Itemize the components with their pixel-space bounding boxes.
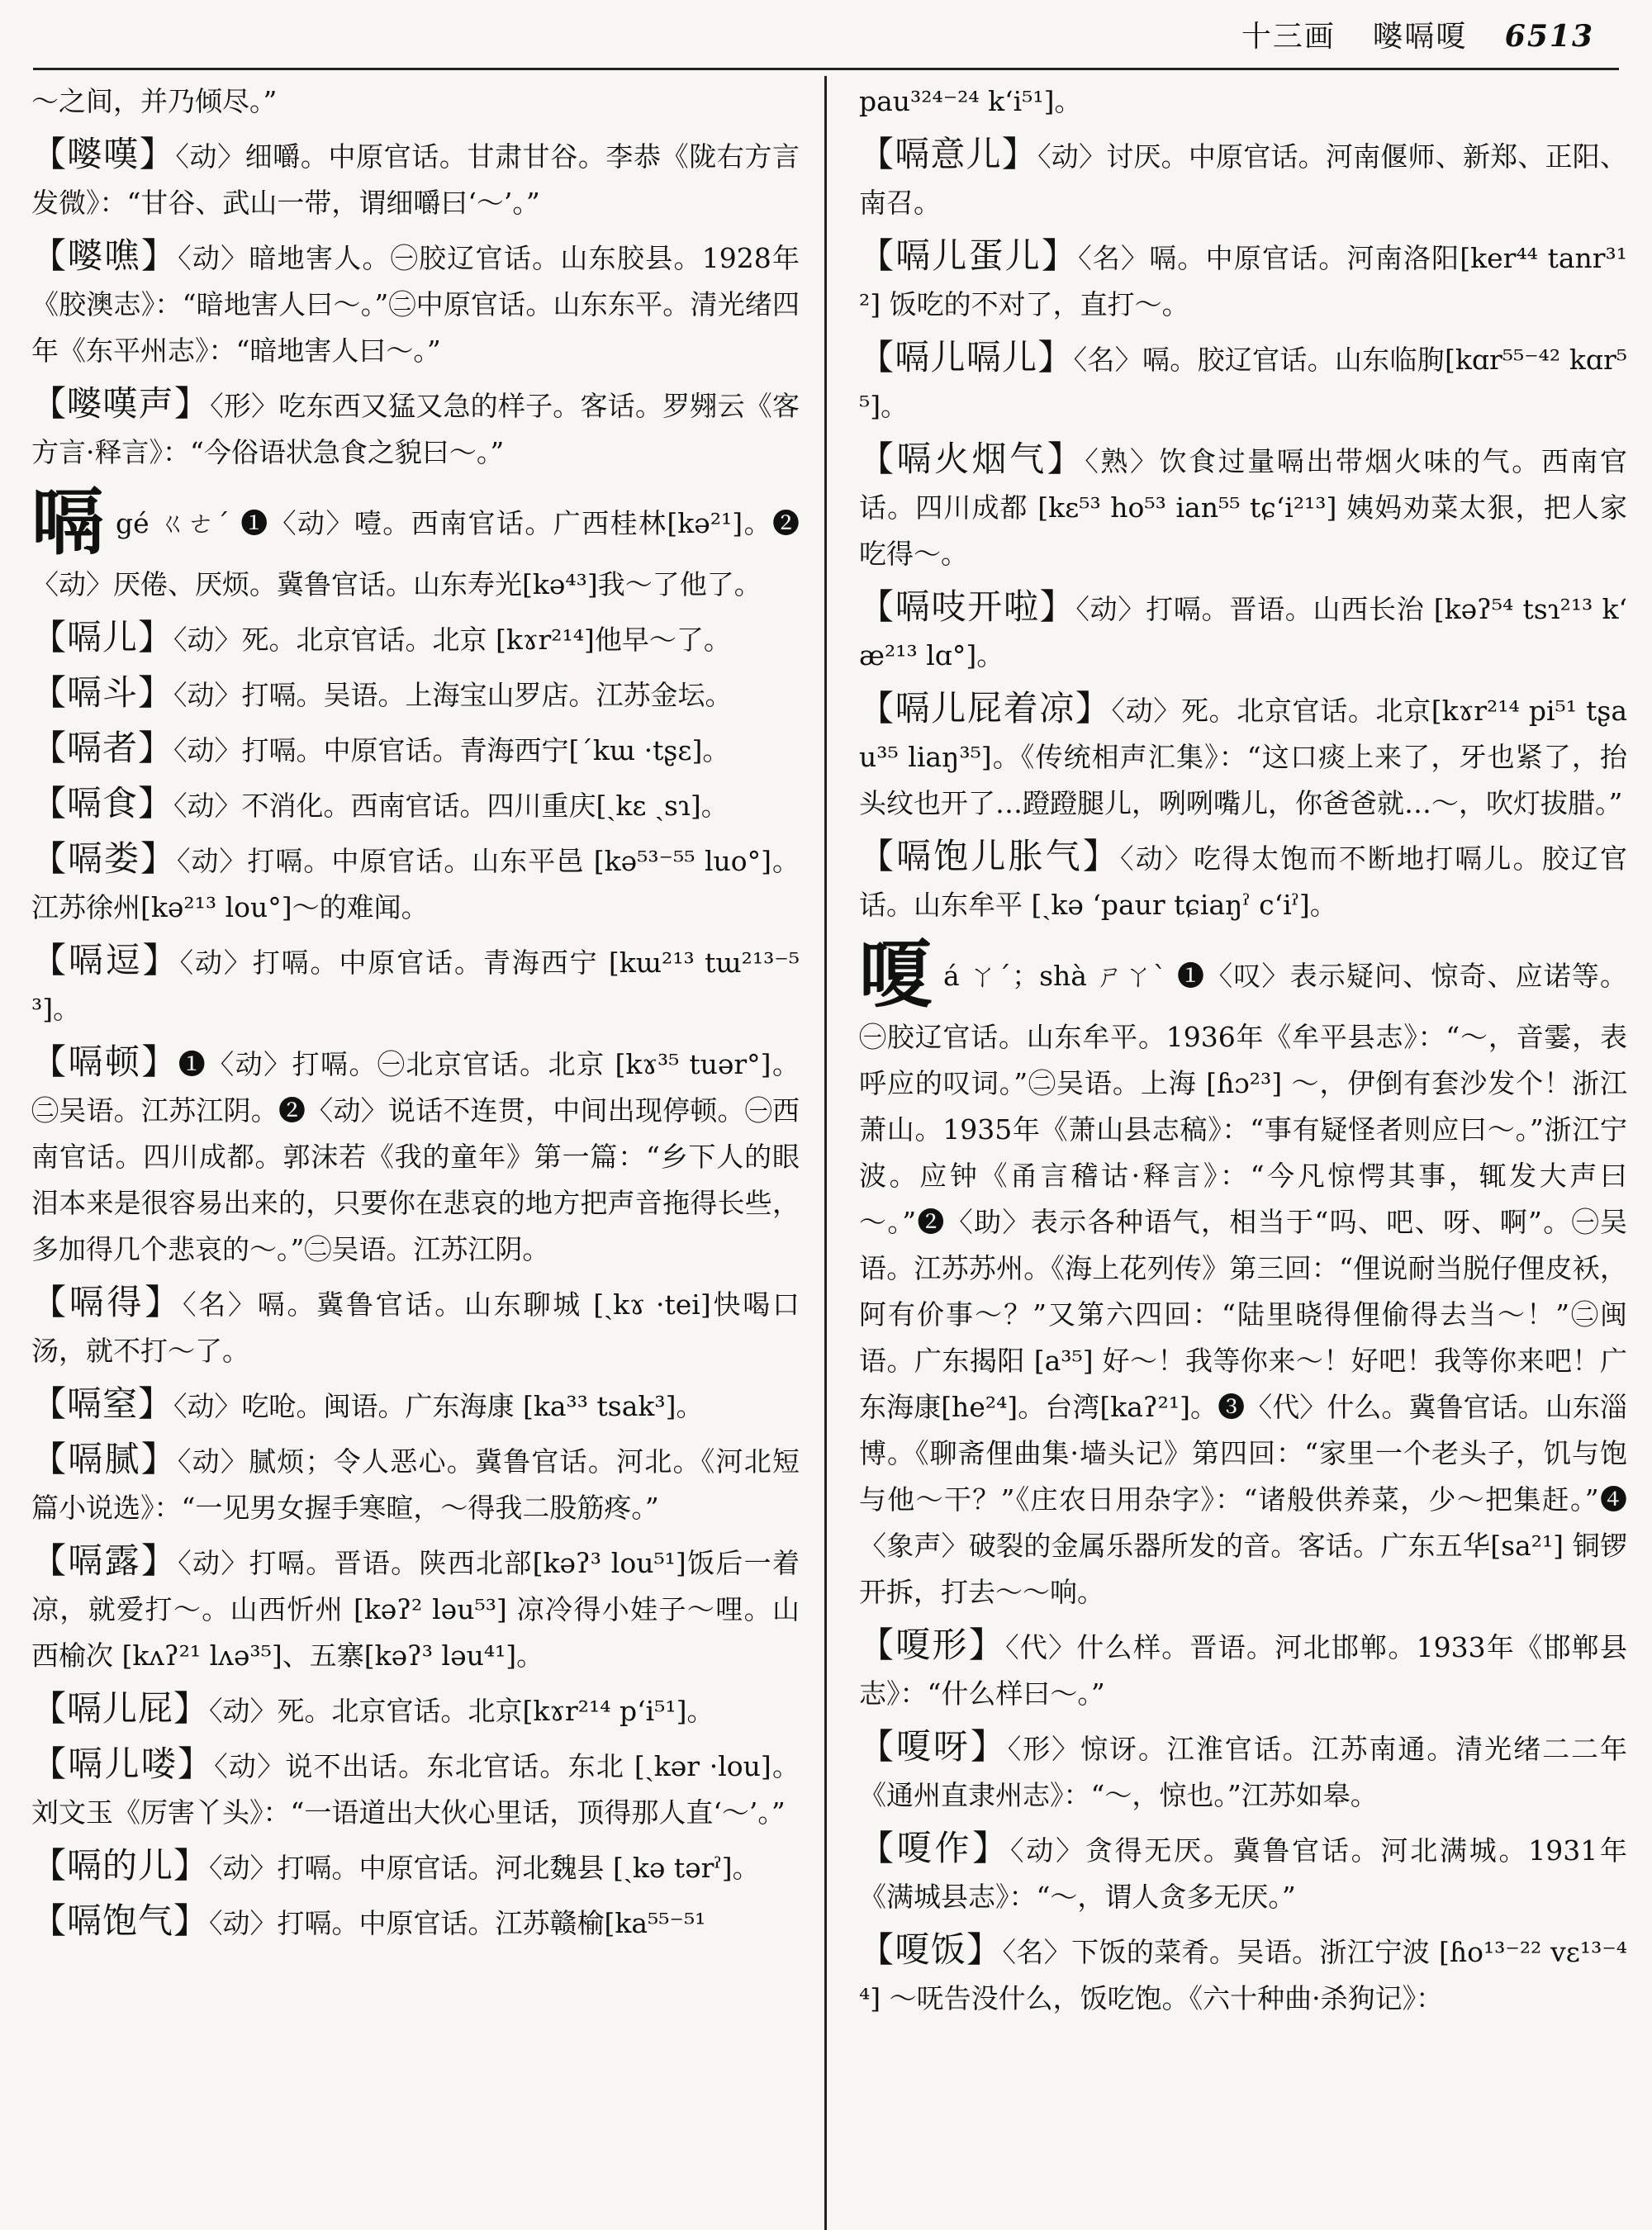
column-divider	[824, 76, 827, 2230]
entry-definition: 〈动〉吃得太饱而不断地打嗝儿。胶辽官话。山东牟平 [ˏkə ʻpaur tɕiaŋˀ cʻiˀ]。	[859, 842, 1627, 921]
entry-definition: 〈名〉嗝。冀鲁官话。山东聊城 [ˏkɤ ·tei]快喝口汤，就不打～了。	[31, 1288, 800, 1367]
dictionary-entry	[31, 1843, 800, 1891]
entry-definition: 〈动〉吃呛。闽语。广东海康 [ka³³ tsak³]。	[173, 1390, 704, 1422]
entry-headword: 【嗝吱开啦】	[859, 586, 1076, 627]
entry-definition: 〈动〉打嗝。中原官话。山东平邑 [kə⁵³⁻⁵⁵ luo°]。江苏徐州[kə²¹³ lou°]～的难闻。	[31, 845, 800, 923]
entry-definition: á ㄚˊ；shà ㄕㄚˋ ❶〈叹〉表示疑问、惊奇、应诺等。㊀胶辽官话。山东牟平。1936年《牟平县志》：“～，音霎，表呼应的叹词。”㊁吴语。上海 [ɦɔ²³] ～，伊倒有套沙发个！浙江萧山。1935年《萧山县志稿》：“事有疑怪者则应曰～。”浙江宁波。应钟《甬言稽诂·释言》：“今凡惊愕其事，辄发大声曰～。”❷〈助〉表示各种语气，相当于“吗、吧、呀、啊”。㊀吴语。江苏苏州。《海上花列传》第三回：“俚说耐当脱仔俚皮袄，阿有价事～？”又第六四回：“陆里晓得俚偷得去当～！”㊁闽语。广东揭阳 [a³⁵] 好～！我等你来～！好吧！我等你来吧！广东海康[he²⁴]。台湾[kaʔ²¹]。❸〈代〉什么。冀鲁官话。山东淄博。《聊斋俚曲集·墙头记》第四回：“家里一个老头子，饥与饱与他～干？”《庄农日用杂字》：“诸般供养菜，少～把集赶。”❹〈象声〉破裂的金属乐器所发的音。客话。广东五华[sa²¹] 铜锣开拆，打去～～响。	[859, 960, 1627, 1608]
entry-headword: 【嗝儿屁着凉】	[859, 688, 1112, 728]
dictionary-entry	[859, 1724, 1627, 1819]
entry-definition: 〈动〉暗地害人。㊀胶辽官话。山东胶县。1928年《胶澳志》：“暗地害人曰～。”㊁中原官话。山东东平。清光绪四年《东平州志》：“暗地害人曰～。”	[31, 242, 800, 367]
entry-headword: 【嗝意儿】	[859, 134, 1038, 174]
entry-definition: ～之间，并乃倾尽。”	[31, 85, 278, 117]
entry-definition: 〈动〉不消化。西南官话。四川重庆[ˏkɛ ˏsɿ]。	[173, 790, 729, 822]
entry-definition: 〈动〉打嗝。中原官话。青海西宁[ˊkɯ ·tʂɛ]。	[173, 734, 730, 766]
entry-headword: 【嗝窒】	[31, 1383, 174, 1424]
entry-definition: 〈动〉打嗝。晋语。陕西北部[kəʔ³ lou⁵¹]饭后一着凉，就爱打～。山西忻州 [kəʔ² ləu⁵³] 凉冷得小娃子～哩。山西榆次 [kʌʔ²¹ lʌə³⁵]、五寨[kəʔ³ ləu⁴¹]。	[31, 1547, 800, 1672]
entry-definition: 〈形〉吃东西又猛又急的样子。客话。罗翙云《客方言·释言》：“今俗语状急食之貌曰～。”	[31, 390, 800, 468]
entry-definition: 〈名〉下饭的菜肴。吴语。浙江宁波 [ɦo¹³⁻²² vɛ¹³⁻⁴⁴] ～呒告没什么，饭吃饱。《六十种曲·杀狗记》：	[859, 1936, 1627, 2014]
entry-headword: 【嗝的儿】	[31, 1845, 210, 1886]
dictionary-entry	[31, 1381, 800, 1430]
entry-headword: 【嘙嘆声】	[31, 383, 211, 424]
entry-definition: ❶〈动〉打嗝。㊀北京官话。北京 [kɤ³⁵ tuər°]。㊁吴语。江苏江阴。❷〈动〉说话不连贯，中间出现停顿。㊀西南官话。四川成都。郭沫若《我的童年》第一篇：“乡下人的眼泪本来是很容易出来的，只要你在悲哀的地方把声音拖得长些，多加得几个悲哀的～。”㊁吴语。江苏江阴。	[31, 1048, 800, 1265]
entry-definition: 〈名〉嗝。中原官话。河南洛阳[ker⁴⁴ tanr³¹²] 饭吃的不对了，直打～。	[859, 242, 1627, 320]
dictionary-entry	[859, 436, 1627, 577]
dictionary-entry	[31, 381, 800, 476]
entry-headword: 【嗝饱气】	[31, 1900, 210, 1941]
entry-headword: 【嘙噍】	[31, 235, 178, 276]
entry-headword: 【嗝露】	[31, 1540, 178, 1581]
dictionary-entry	[859, 1825, 1627, 1920]
entry-definition: 〈动〉说不出话。东北官话。东北 [ˏkər ·lou]。刘文玉《厉害丫头》：“一语道出大伙心里话，顶得那人直‘～’。”	[31, 1750, 800, 1829]
entry-definition: pau³²⁴⁻²⁴ kʻi⁵¹]。	[859, 85, 1082, 117]
entry-definition: 〈动〉贪得无厌。冀鲁官话。河北满城。1931年《满城县志》：“～，谓人贪多无厌。”	[859, 1834, 1627, 1913]
left-column	[31, 78, 800, 2226]
page-header	[33, 0, 1619, 70]
dictionary-entry	[859, 1622, 1627, 1717]
entry-headword: 【嗝儿蛋儿】	[859, 235, 1079, 276]
entry-headword: 【嗄饭】	[859, 1929, 1003, 1970]
page-number: 6513	[1504, 19, 1594, 54]
entry-headword: 【嗝娄】	[31, 838, 177, 879]
entry-definition: 〈动〉打嗝。晋语。山西长治 [kəʔ⁵⁴ tsɿ²¹³ kʻæ²¹³ lɑ°]。	[859, 593, 1627, 671]
entry-definition: 〈动〉讨厌。中原官话。河南偃师、新郑、正阳、南召。	[859, 140, 1627, 219]
entry-definition: 〈名〉嗝。胶辽官话。山东临朐[kɑr⁵⁵⁻⁴² kɑr⁵⁵]。	[859, 344, 1627, 422]
entry-headword: 【嗝食】	[31, 783, 174, 823]
right-column	[859, 78, 1627, 2226]
entry-definition: 〈形〉惊讶。江淮官话。江苏南通。清光绪二二年《通州直隶州志》：“～，惊也。”江苏如皋。	[859, 1733, 1627, 1811]
dictionary-entry	[859, 233, 1627, 328]
entry-headword: 【嗝儿嗝儿】	[859, 337, 1074, 377]
entry-definition: 〈动〉死。北京官话。北京 [kɤr²¹⁴]他早～了。	[173, 624, 731, 656]
headword-entry	[859, 932, 1627, 1616]
entry-continuation	[31, 78, 800, 125]
entry-headword: 【嗝得】	[31, 1282, 183, 1322]
dictionary-entry	[31, 1436, 800, 1531]
dictionary-entry	[31, 780, 800, 829]
dictionary-entry	[31, 233, 800, 374]
entry-continuation	[859, 78, 1627, 125]
entry-headword: 【嘙嘆】	[31, 134, 176, 174]
entry-definition: 〈动〉死。北京官话。北京[kɤr²¹⁴ pi⁵¹ tʂau³⁵ liaŋ³⁵]。《传统相声汇集》：“这口痰上来了，牙也紧了，抬头纹也开了…蹬蹬腿儿，咧咧嘴儿，你爸爸就…～，吹灯拔腊。”	[859, 695, 1627, 819]
entry-definition: 〈动〉打嗝。中原官话。河北魏县 [ˏkə tərˀ]。	[209, 1852, 760, 1884]
headword-character: 嗝	[31, 479, 105, 565]
entry-headword: 【嗝逗】	[31, 940, 180, 980]
entry-headword: 【嗝者】	[31, 728, 174, 768]
dictionary-entry	[31, 1898, 800, 1947]
dictionary-entry	[31, 1039, 800, 1273]
dictionary-entry	[31, 1686, 800, 1734]
entry-headword: 【嗝儿屁】	[31, 1688, 210, 1729]
headword-character: 嗄	[859, 932, 933, 1018]
head-characters: 嘙嗝嗄	[1373, 20, 1468, 54]
entry-headword: 【嗄作】	[859, 1828, 1011, 1868]
entry-definition: 〈动〉细嚼。中原官话。甘肃甘谷。李恭《陇右方言发微》：“甘谷、武山一带，谓细嚼曰‘～’。”	[31, 140, 800, 219]
dictionary-entry	[859, 131, 1627, 226]
stroke-section: 十三画	[1241, 20, 1336, 54]
dictionary-entry	[31, 937, 800, 1032]
entry-headword: 【嗝火烟气】	[859, 439, 1085, 479]
entry-definition: gé ㄍㄜˊ ❶〈动〉噎。西南官话。广西桂林[kə²¹]。❷〈动〉厌倦、厌烦。冀鲁官话。山东寿光[kə⁴³]我～了他了。	[31, 507, 800, 600]
entry-headword: 【嗝顿】	[31, 1041, 178, 1082]
dictionary-entry	[31, 1279, 800, 1374]
entry-headword: 【嗝儿喽】	[31, 1744, 215, 1784]
dictionary-entry	[859, 833, 1627, 928]
dictionary-entry	[31, 614, 800, 663]
dictionary-entry	[859, 584, 1627, 679]
dictionary-entry	[859, 334, 1627, 429]
running-head	[1215, 13, 1594, 55]
dictionary-entry	[31, 670, 800, 719]
entry-definition: 〈动〉腻烦；令人恶心。冀鲁官话。河北。《河北短篇小说选》：“一见男女握手寒暄，～得我二股筋疼。”	[31, 1445, 800, 1524]
entry-definition: 〈动〉死。北京官话。北京[kɤr²¹⁴ pʻi⁵¹]。	[209, 1695, 714, 1727]
headword-entry	[31, 479, 800, 608]
entry-headword: 【嗄形】	[859, 1625, 1006, 1665]
dictionary-entry	[31, 1741, 800, 1836]
dictionary-entry	[31, 131, 800, 226]
entry-headword: 【嗝斗】	[31, 672, 174, 713]
dictionary-entry	[31, 836, 800, 931]
entry-headword: 【嗝饱儿胀气】	[859, 836, 1121, 876]
entry-headword: 【嗝腻】	[31, 1439, 178, 1479]
dictionary-entry	[31, 1538, 800, 1679]
entry-definition: 〈动〉打嗝。中原官话。青海西宁 [kɯ²¹³ tɯ²¹³⁻⁵³]。	[31, 947, 800, 1025]
entry-headword: 【嗝儿】	[31, 617, 174, 657]
dictionary-entry	[859, 686, 1627, 827]
entry-headword: 【嗄呀】	[859, 1726, 1008, 1767]
dictionary-entry	[859, 1927, 1627, 2022]
entry-definition: 〈动〉打嗝。中原官话。江苏赣榆[ka⁵⁵⁻⁵¹	[209, 1907, 706, 1939]
entry-definition: 〈代〉什么样。晋语。河北邯郸。1933年《邯郸县志》：“什么样曰～。”	[859, 1631, 1627, 1710]
dictionary-entry	[31, 725, 800, 774]
entry-definition: 〈动〉打嗝。吴语。上海宝山罗店。江苏金坛。	[173, 679, 733, 711]
entry-definition: 〈熟〉饮食过量嗝出带烟火味的气。西南官话。四川成都 [kɛ⁵³ ho⁵³ ian⁵⁵ tɕʻi²¹³] 姨妈劝菜太狠，把人家吃得～。	[859, 445, 1627, 570]
